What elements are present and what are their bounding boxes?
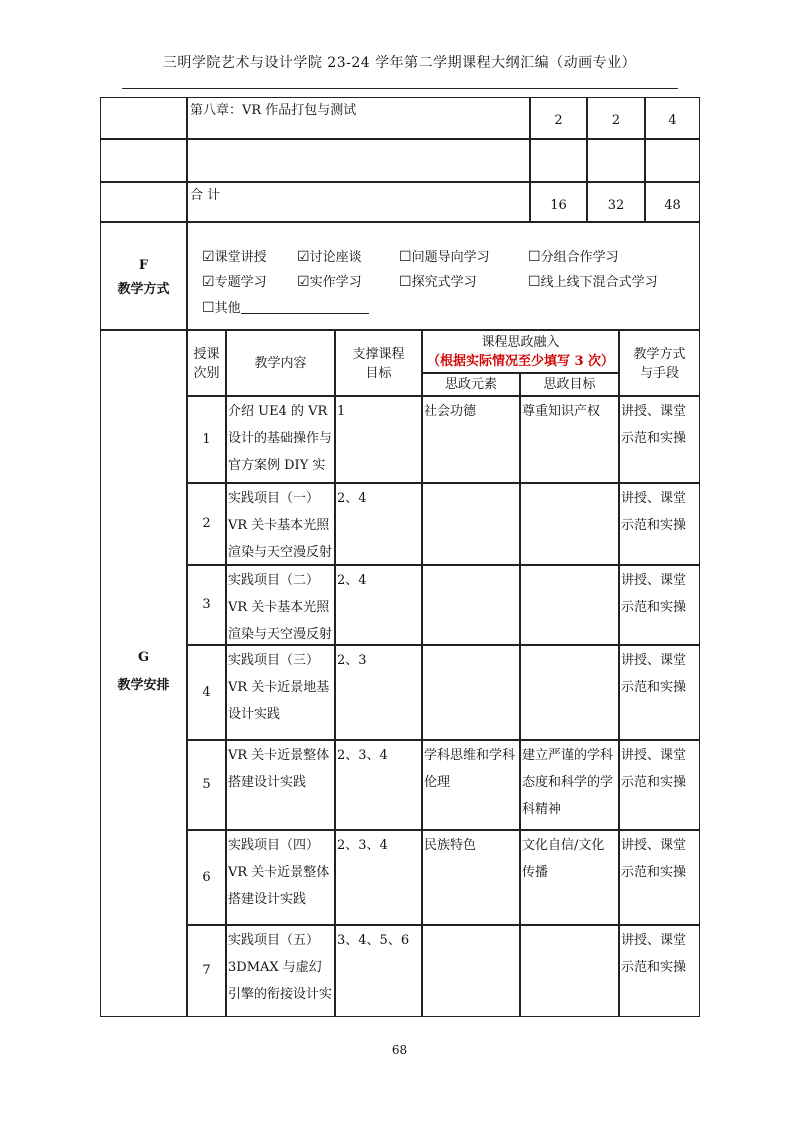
section-f-title: 教学方式 [117,282,170,297]
course-goals: 2、3 [337,653,367,668]
session-number: 1 [202,432,211,447]
section-g-letter: G [137,650,150,665]
teaching-method-option [297,248,362,267]
teaching-content: VR 关卡近景整体搭建设计实践 [228,748,330,790]
session-number: 7 [202,963,211,978]
section-g-title: 教学安排 [117,678,170,693]
section-e-row-cell [100,182,187,222]
page-header: 三明学院艺术与设计学院 23-24 学年第二学期课程大纲汇编（动画专业） [162,55,637,71]
teaching-content: 实践项目（四）VR 关卡近景整体搭建设计实践 [228,838,330,907]
ideology-goal [520,567,619,644]
header-ideo-element: 思政元素 [444,377,497,392]
course-goals: 2、4 [337,491,367,506]
section-f-label-cell [100,222,187,330]
checkbox-icon: ☑ [202,274,215,290]
ideology-element [422,567,520,644]
teaching-method-option [399,248,490,267]
ideology-element: 民族特色 [424,838,477,853]
ideology-element [422,927,520,1016]
ideology-goal [520,927,619,1016]
teaching-content: 实践项目（五）3DMAX 与虚幻引擎的衔接设计实 [228,933,333,1002]
checkbox-icon: ☑ [202,249,215,265]
checkbox-icon: ☑ [297,249,310,265]
ideology-goal: 建立严谨的学科态度和科学的学科精神 [522,748,614,817]
header-ideo-note: （根据实际情况至少填写 3 次） [426,354,615,369]
teaching-method: 讲授、课堂示范和实操 [621,748,687,790]
teaching-content: 实践项目（二）VR 关卡基本光照渲染与天空漫反射 [228,573,333,642]
section-e-hours-3: 4 [668,113,677,128]
section-e-content: 合 计 [190,188,221,203]
ideology-goal: 尊重知识产权 [522,404,601,419]
teaching-method: 讲授、课堂示范和实操 [621,653,687,695]
ideology-element [422,485,520,564]
ideology-goal [520,647,619,739]
session-number: 4 [202,685,211,700]
ideology-element: 社会功德 [424,404,477,419]
page-number: 68 [391,1043,408,1057]
checkbox-icon: ☐ [202,300,215,316]
section-e-row-cell [645,139,700,182]
teaching-method-option [399,273,477,292]
teaching-method: 讲授、课堂示范和实操 [621,838,687,880]
teaching-method-option [202,299,369,318]
header-ideo-goal: 思政目标 [543,377,596,392]
session-number: 5 [202,777,211,792]
checkbox-icon: ☐ [528,274,541,290]
section-e-hours-1: 2 [554,113,563,128]
session-number: 3 [202,597,211,612]
course-goals: 3、4、5、6 [337,933,410,948]
teaching-content: 介绍 UE4 的 VR 设计的基础操作与官方案例 DIY 实 [228,404,333,473]
section-e-row-cell [100,139,187,182]
session-number: 2 [202,516,211,531]
section-e-content: 第八章：VR 作品打包与测试 [190,103,357,118]
header-method: 教学方式 [633,347,686,362]
teaching-content: 实践项目（三）VR 关卡近景地基设计实践 [228,653,330,722]
checkbox-icon: ☐ [399,274,412,290]
header-content: 教学内容 [254,356,307,371]
session-number: 6 [202,870,211,885]
ideology-goal: 文化自信/文化传播 [522,838,605,880]
teaching-method: 讲授、课堂示范和实操 [621,491,687,533]
checkbox-icon: ☐ [399,249,412,265]
teaching-method-label: 分组合作学习 [540,250,619,265]
teaching-method-label: 讨论座谈 [309,250,362,265]
section-g-label-cell [100,330,187,1017]
ideology-goal [520,485,619,564]
teaching-method-label: 线上线下混合式学习 [540,275,658,290]
section-e-hours-3: 48 [664,198,681,213]
course-goals: 1 [337,404,346,419]
teaching-method: 讲授、课堂示范和实操 [621,933,687,975]
teaching-method: 讲授、课堂示范和实操 [621,573,687,615]
section-e-row-cell [587,139,645,182]
teaching-method-option [297,273,362,292]
checkbox-icon: ☐ [528,249,541,265]
header-session: 授课 [193,347,220,362]
section-e-hours-2: 2 [611,113,621,128]
header-goal: 目标 [365,366,392,381]
section-e-row-cell [187,139,530,182]
teaching-content: 实践项目（一）VR 关卡基本光照渲染与天空漫反射 [228,491,333,560]
course-goals: 2、4 [337,573,367,588]
ideology-element: 学科思维和学科伦理 [424,748,516,790]
section-f-letter: F [138,258,149,273]
teaching-method-label: 课堂讲授 [214,250,267,265]
header-ideo-title: 课程思政融入 [481,335,560,350]
header-goal: 支撑课程 [352,347,405,362]
teaching-method-label: 专题学习 [214,275,267,290]
header-method: 与手段 [639,366,679,381]
section-e-row-cell [530,139,587,182]
header-session: 次别 [193,366,220,381]
section-e-hours-2: 32 [607,198,625,213]
teaching-method-option [528,248,619,267]
teaching-method-option [528,273,658,292]
header-rule [122,88,678,89]
teaching-method-label: 实作学习 [309,275,362,290]
teaching-method-option [202,273,267,292]
teaching-method: 讲授、课堂示范和实操 [621,404,687,446]
section-e-hours-1: 16 [550,198,567,213]
teaching-method-option [202,248,267,267]
teaching-method-label: 其他 [214,301,241,316]
ideology-element [422,647,520,739]
course-goals: 2、3、4 [337,748,388,763]
checkbox-icon: ☑ [297,274,310,290]
section-e-row-cell [100,97,187,139]
teaching-method-label: 问题导向学习 [411,250,490,265]
course-goals: 2、3、4 [337,838,388,853]
fill-in-blank-line [241,300,369,314]
teaching-method-label: 探究式学习 [411,275,477,290]
